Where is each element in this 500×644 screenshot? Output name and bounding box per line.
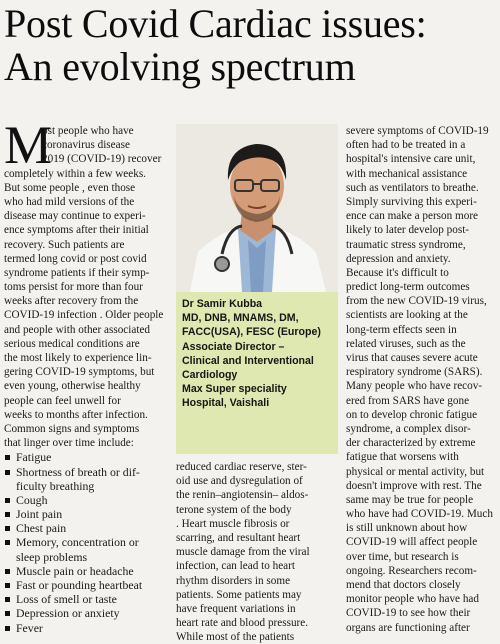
text-line: Hospital, Vaishali: [182, 397, 270, 410]
text-line: terone system of the body: [176, 503, 292, 516]
text-line: have frequent variations in: [176, 602, 296, 615]
text-line: Because it's difficult to: [346, 266, 449, 279]
text-line: ongoing. Researchers recom-: [346, 564, 477, 577]
text-line: syndrome patients if their symp-: [4, 266, 150, 279]
author-caption-box: [176, 292, 338, 454]
text-line: scientists are looking at the: [346, 309, 468, 322]
list-item: Cough: [4, 493, 170, 507]
list-item: Chest pain: [4, 521, 170, 535]
list-item: Loss of smell or taste: [4, 592, 170, 606]
text-line: hospital's intensive care unit,: [346, 153, 476, 166]
text-line: Clinical and Interventional: [182, 354, 314, 367]
text-line: people can feel unwell for: [4, 394, 121, 407]
text-line: patients. Some patients may: [176, 588, 302, 601]
headline-line-1: Post Covid Cardiac issues:: [4, 1, 427, 46]
text-line: ered from SARS have gone: [346, 394, 470, 407]
text-line: weeks after recovery from the: [4, 295, 139, 308]
text-line: such as ventilators to breathe.: [346, 181, 479, 194]
text-line: Associate Director –: [182, 340, 285, 353]
list-item: Fatigue: [4, 450, 170, 464]
text-line: disease may continue to experi-: [4, 210, 146, 223]
text-line: COVID-19 to see how their: [346, 607, 471, 620]
text-line: respiratory syndrome (SARS).: [346, 366, 483, 379]
text-line: . Heart muscle fibrosis or: [176, 517, 290, 530]
text-line: MD, DNB, MNAMS, DM,: [182, 312, 299, 325]
text-line: rhythm disorders in some: [176, 574, 291, 587]
author-portrait-image: [176, 124, 338, 292]
text-line: heart rate and blood pressure.: [176, 617, 309, 630]
headline: [4, 2, 500, 88]
list-item: Fast or pounding heartbeat: [4, 578, 170, 592]
drop-cap: M: [4, 115, 53, 175]
text-line: monitor people who have had: [346, 593, 479, 606]
text-line: Common signs and symptoms: [4, 422, 140, 435]
text-line: recovery. Such patients are: [4, 238, 125, 251]
text-line: related viruses, such as the: [346, 337, 466, 350]
list-item: Memory, concentration or: [4, 535, 170, 549]
text-line: fatigue that worsens with: [346, 451, 459, 464]
text-line: virus that causes severe acute: [346, 352, 478, 364]
text-line: mend that doctors closely: [346, 579, 461, 591]
text-line: But some people , even those: [4, 181, 136, 194]
text-line: muscle damage from the viral: [176, 546, 310, 559]
text-line: who have had COVID-19. Much: [346, 508, 493, 521]
body-paragraph: [4, 167, 170, 451]
text-line: ence can make a person more: [346, 210, 479, 223]
text-line: that linger over time include:: [4, 437, 134, 450]
text-line: with mechanical assistance: [346, 167, 468, 180]
text-line: even young, otherwise healthy: [4, 380, 141, 393]
text-line: reduced cardiac reserve, ster-: [176, 461, 307, 473]
article-column-1: [4, 115, 170, 635]
list-item: Shortness of breath or dif-: [4, 465, 170, 479]
text-line: infection, can lead to heart: [176, 560, 295, 573]
text-line: ost people who have: [42, 125, 134, 137]
text-line: toms persist for more than four: [4, 281, 143, 294]
text-line: termed long covid or post covid: [4, 252, 147, 265]
text-line: over time, but research is: [346, 550, 459, 563]
text-line: Many people who have recov-: [346, 380, 483, 393]
text-line: serious medical conditions are: [4, 337, 140, 350]
article-column-2: [176, 460, 338, 644]
list-item: sleep problems: [16, 549, 88, 564]
text-line: severe symptoms of COVID-19: [346, 125, 489, 137]
author-photo: [176, 124, 338, 292]
list-item: ficulty breathing: [16, 478, 95, 493]
text-line: oid use and dysregulation of: [176, 475, 303, 488]
list-item: Muscle pain or headache: [4, 564, 170, 578]
text-line: who had mild versions of the: [4, 195, 135, 208]
text-line: COVID-19 will affect people: [346, 536, 478, 549]
text-line: weeks to months after infection.: [4, 408, 148, 421]
text-line: scarring, and resultant heart: [176, 531, 301, 544]
text-line: der characterized by extreme: [346, 437, 476, 450]
text-line: the most likely to experience lin-: [4, 352, 152, 364]
article-column-3: [346, 124, 500, 635]
text-line: completely within a few weeks.: [4, 167, 146, 180]
text-line: same may be true for people: [346, 493, 474, 506]
text-line: often had to be treated in a: [346, 139, 466, 152]
text-line: physical or mental activity, but: [346, 465, 485, 478]
text-line: 2019 (COVID-19) recover: [42, 153, 162, 166]
text-line: organs are functioning after: [346, 621, 470, 634]
headline-line-2: An evolving spectrum: [4, 44, 356, 89]
list-item: Joint pain: [4, 507, 170, 521]
text-line: syndrome, a complex disor-: [346, 422, 471, 435]
symptoms-list: [4, 450, 170, 634]
text-line: doesn't improve with rest. The: [346, 479, 482, 492]
text-line: and people with other associated: [4, 323, 151, 336]
text-line: COVID-19 infection . Older people: [4, 309, 164, 322]
list-item: Fever: [4, 621, 170, 635]
text-line: coronavirus disease: [42, 139, 130, 152]
text-line: Simply surviving this experi-: [346, 195, 477, 208]
text-line: Dr Samir Kubba: [182, 298, 263, 310]
text-line: Max Super speciality: [182, 383, 287, 396]
text-line: While most of the patients: [176, 631, 295, 644]
text-line: likely to later develop post-: [346, 224, 470, 237]
text-line: traumatic stress syndrome,: [346, 238, 466, 251]
text-line: predict long-term outcomes: [346, 281, 470, 294]
text-line: gering COVID-19 symptoms, but: [4, 366, 155, 379]
text-line: FACC(USA), FESC (Europe): [182, 326, 321, 339]
text-line: is still unknown about how: [346, 522, 468, 535]
text-line: ence symptoms after their initial: [4, 224, 149, 237]
text-line: long-term effects seen in: [346, 323, 457, 336]
text-line: the renin–angiotensin– aldos-: [176, 489, 309, 502]
text-line: on to develop chronic fatigue: [346, 408, 478, 421]
text-line: from the new COVID-19 virus,: [346, 295, 487, 308]
text-line: depression and anxiety.: [346, 252, 451, 265]
text-line: Cardiology: [182, 368, 238, 381]
list-item: Depression or anxiety: [4, 606, 170, 620]
